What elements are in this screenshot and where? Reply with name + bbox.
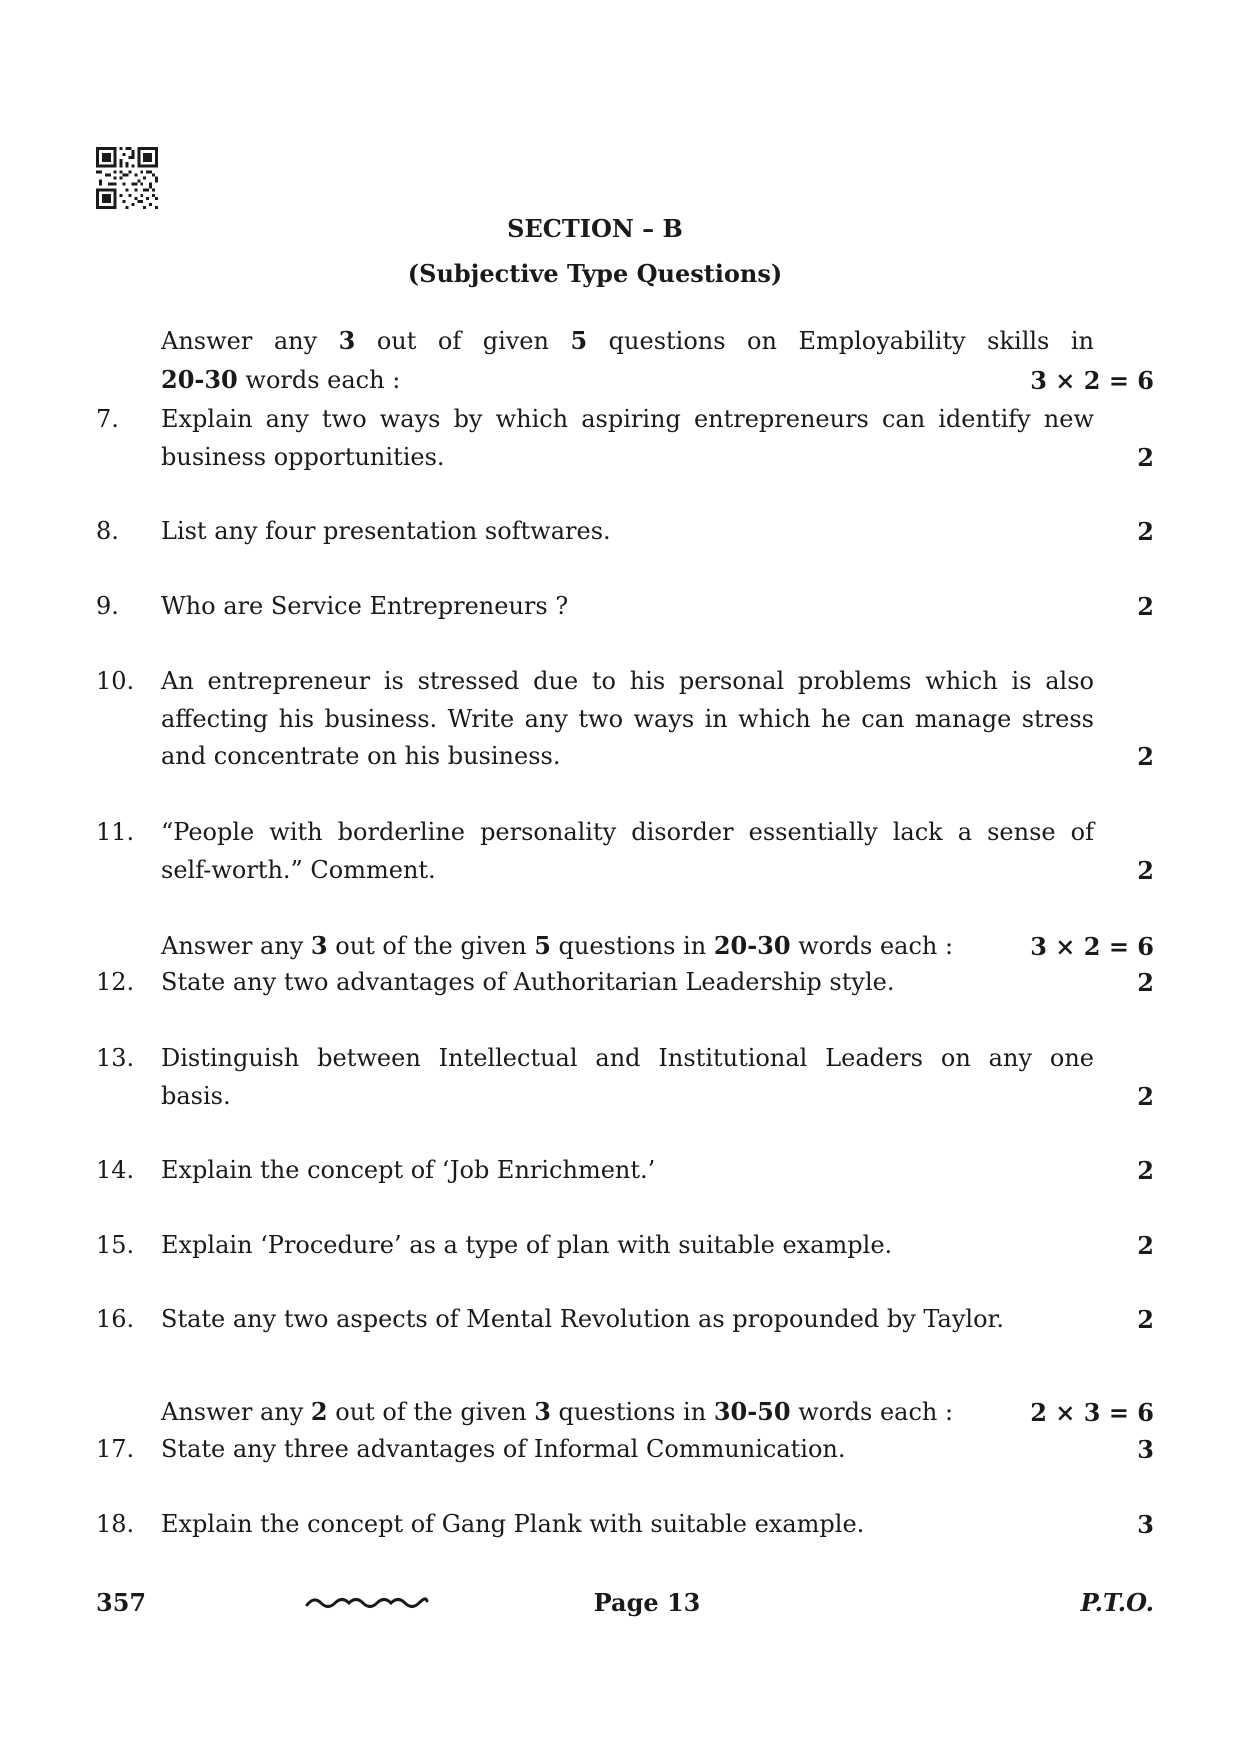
instruction-segment: words each : [790, 1398, 954, 1426]
instruction-segment: questions on Employability skills in [587, 327, 1095, 355]
question-9 [96, 588, 1154, 626]
instruction-group-3 [96, 1393, 1154, 1432]
instruction-group-2 [96, 927, 1154, 966]
instruction-word-limit: 20-30 [713, 931, 791, 960]
question-text [161, 1152, 1094, 1190]
question-marks: 3 [1137, 1435, 1154, 1464]
question-14 [96, 1152, 1154, 1190]
question-text-line: self-worth.” Comment. [161, 855, 436, 884]
question-text-line: Distinguish between Intellectual and Institutional Leaders on any one [161, 1044, 1094, 1072]
instruction-text [161, 1393, 1094, 1432]
instruction-segment: Answer any [161, 932, 311, 960]
question-text-line: Explain the concept of ‘Job Enrichment.’ [161, 1156, 656, 1184]
question-text [161, 814, 1094, 889]
instruction-segment: words each : [237, 365, 401, 394]
instruction-segment: questions in [550, 932, 714, 960]
question-number: 10. [96, 667, 135, 695]
question-10 [96, 663, 1154, 776]
question-text [161, 1040, 1094, 1115]
instruction-word-limit: 30-50 [713, 1397, 791, 1426]
question-marks: 3 [1137, 1510, 1154, 1539]
instruction-text [161, 322, 1094, 399]
question-marks: 2 [1137, 1231, 1154, 1260]
instruction-text [161, 927, 1094, 966]
instruction-marks: 2 × 3 = 6 [1030, 1398, 1154, 1427]
question-text [161, 1506, 1094, 1544]
question-text-line: List any four presentation softwares. [161, 517, 611, 545]
question-15 [96, 1227, 1154, 1265]
question-text-line: basis. [161, 1081, 231, 1110]
question-text [161, 513, 1094, 551]
question-number: 14. [96, 1156, 135, 1184]
question-text-line: “People with borderline personality disorder essentially lack a sense of [161, 818, 1094, 846]
question-text [161, 401, 1094, 476]
question-17 [96, 1431, 1154, 1469]
question-16 [96, 1301, 1154, 1339]
instruction-count: 3 [338, 326, 356, 355]
question-text-line: Explain ‘Procedure’ as a type of plan with suitable example. [161, 1231, 893, 1259]
question-number: 13. [96, 1044, 135, 1072]
instruction-segment: out of the given [327, 932, 535, 960]
question-number: 7. [96, 405, 119, 433]
instruction-marks: 3 × 2 = 6 [1030, 932, 1154, 961]
instruction-employability-skills [96, 322, 1154, 399]
page-number: Page 13 [593, 1588, 701, 1617]
question-text-line: Explain the concept of Gang Plank with suitable example. [161, 1510, 865, 1538]
question-marks: 2 [1137, 592, 1154, 621]
question-text [161, 1301, 1094, 1339]
question-text-line: Explain any two ways by which aspiring entrepreneurs can identify new [161, 405, 1094, 433]
question-number: 17. [96, 1435, 135, 1463]
instruction-count: 3 [310, 931, 328, 960]
instruction-marks: 3 × 2 = 6 [1030, 365, 1154, 395]
instruction-count: 2 [310, 1397, 328, 1426]
instruction-segment: out of the given [327, 1398, 535, 1426]
question-marks: 2 [1137, 742, 1154, 771]
question-text-line: State any three advantages of Informal Communication. [161, 1435, 846, 1463]
question-marks: 2 [1137, 1305, 1154, 1334]
instruction-line [161, 1393, 1094, 1432]
question-7 [96, 401, 1154, 476]
question-text-line: affecting his business. Write any two ways in which he can manage stress [161, 704, 1094, 733]
question-marks: 2 [1137, 1156, 1154, 1185]
question-number: 8. [96, 517, 119, 545]
question-18 [96, 1506, 1154, 1544]
question-text [161, 1227, 1094, 1265]
instruction-line [161, 322, 1094, 361]
question-13 [96, 1040, 1154, 1115]
instruction-segment: Answer any [161, 327, 339, 355]
question-text [161, 588, 1094, 626]
question-8 [96, 513, 1154, 551]
instruction-word-limit: 20-30 [161, 364, 238, 394]
question-marks: 2 [1137, 968, 1154, 997]
instruction-total: 5 [570, 326, 588, 355]
question-number: 15. [96, 1231, 135, 1259]
question-marks: 2 [1137, 855, 1154, 885]
question-number: 12. [96, 968, 135, 996]
question-11 [96, 814, 1154, 889]
question-12 [96, 964, 1154, 1002]
question-text-line: State any two aspects of Mental Revolution as propounded by Taylor. [161, 1305, 1005, 1333]
paper-code: 357 [96, 1588, 147, 1617]
question-marks: 2 [1137, 1081, 1154, 1111]
instruction-segment: Answer any [161, 1398, 311, 1426]
question-text [161, 1431, 1094, 1469]
question-text-line: and concentrate on his business. [161, 742, 561, 770]
question-text [161, 663, 1094, 776]
instruction-total: 5 [534, 931, 551, 960]
question-text-line: Who are Service Entrepreneurs ? [161, 592, 569, 620]
please-turn-over: P.T.O. [1080, 1588, 1154, 1617]
question-number: 9. [96, 592, 119, 620]
question-number: 16. [96, 1305, 135, 1333]
question-text-line: business opportunities. [161, 442, 445, 471]
instruction-line [161, 927, 1094, 966]
wavy-line-icon [305, 1593, 429, 1613]
instruction-segment: questions in [550, 1398, 714, 1426]
question-number: 18. [96, 1510, 135, 1538]
section-subtitle: (Subjective Type Questions) [407, 259, 783, 288]
qr-code-icon [96, 147, 158, 209]
question-text [161, 964, 1094, 1002]
question-text-line: State any two advantages of Authoritarian Leadership style. [161, 968, 895, 996]
instruction-segment: out of given [355, 327, 571, 355]
question-marks: 2 [1137, 442, 1154, 472]
question-marks: 2 [1137, 517, 1154, 546]
instruction-total: 3 [534, 1397, 551, 1426]
section-title: SECTION – B [507, 214, 683, 243]
question-text-line: An entrepreneur is stressed due to his personal problems which is also [161, 667, 1094, 695]
question-number: 11. [96, 818, 135, 846]
instruction-line [161, 361, 1094, 400]
instruction-segment: words each : [790, 932, 954, 960]
